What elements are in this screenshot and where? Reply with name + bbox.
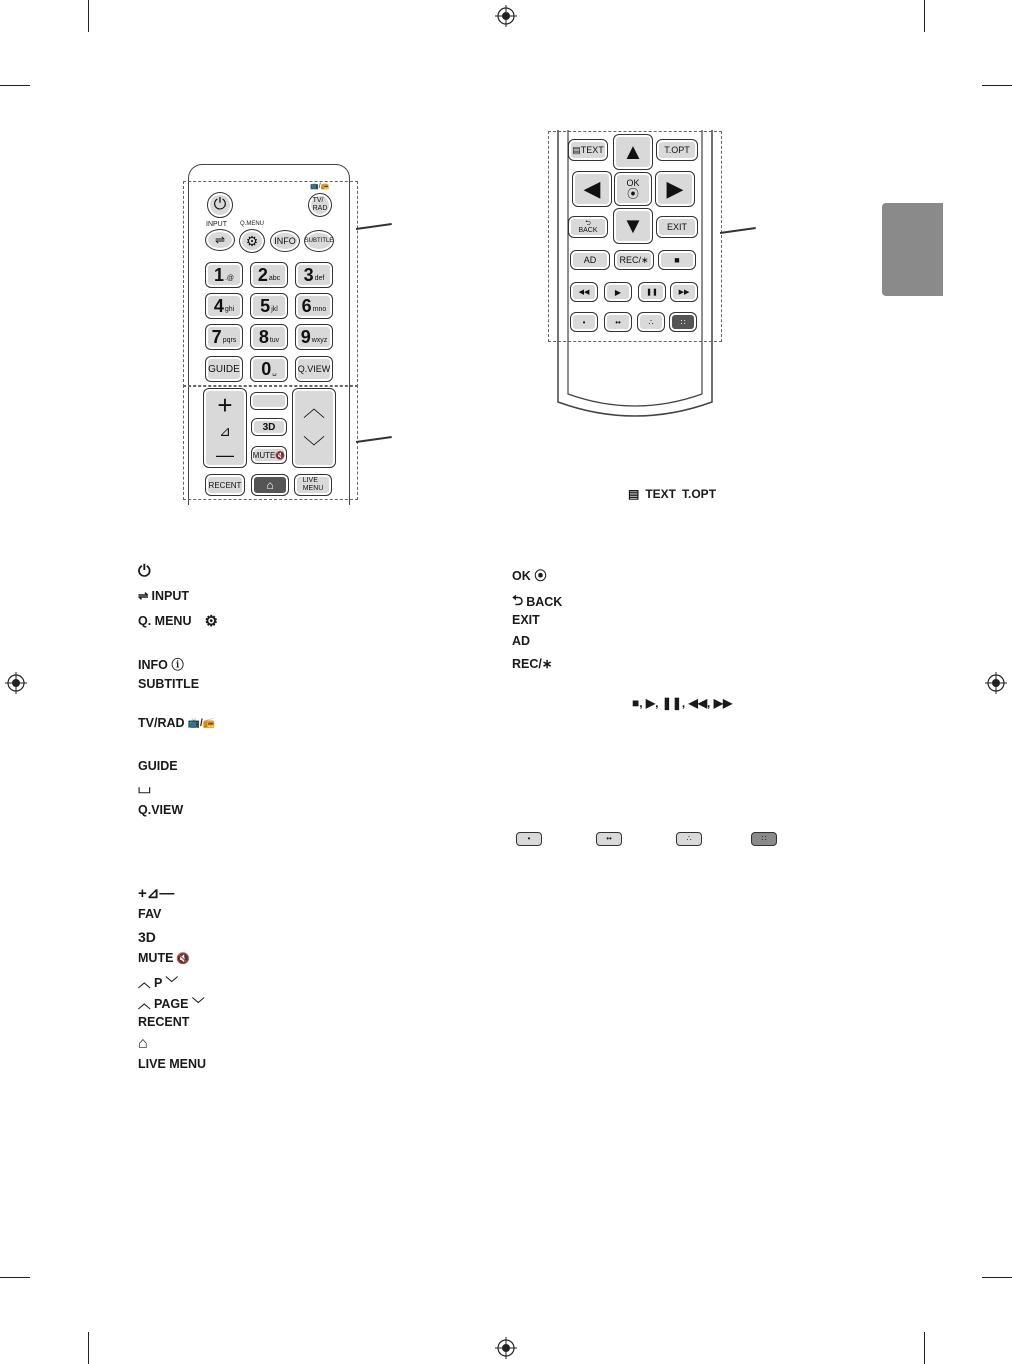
mute-icon: 🔇 — [176, 952, 191, 965]
up-arrow-button[interactable] — [613, 134, 653, 170]
guide-button[interactable]: GUIDE — [205, 356, 243, 382]
3d-button[interactable]: 3D — [251, 418, 287, 436]
key-playback: ■, ▶, ❚❚, ◀◀, ▶▶ — [632, 696, 733, 710]
num-button-0[interactable]: 0 ␣ — [250, 356, 288, 382]
key-info: INFO ⓘ — [138, 658, 184, 672]
key-volume: +⊿— — [138, 885, 175, 902]
ok-button[interactable]: OK ⦿ — [614, 172, 652, 206]
info-button[interactable]: INFO — [270, 230, 300, 252]
key-qmenu: Q. MENU ⚙ — [138, 613, 218, 630]
section-tab — [882, 203, 943, 296]
chevron-down-icon: ﹀ — [302, 434, 325, 460]
key-live-menu: LIVE MENU — [138, 1057, 207, 1071]
tv-rad-button[interactable]: TV/ RAD — [308, 193, 332, 217]
key-page: ︿ PAGE ﹀ — [138, 997, 205, 1011]
crop-mark — [0, 1277, 30, 1278]
back-button[interactable]: ⮌ BACK — [568, 216, 608, 238]
num-button-8[interactable]: 8 tuv — [250, 324, 288, 350]
program-rocker[interactable] — [292, 388, 336, 468]
text-button[interactable]: ▤ TEXT — [568, 139, 608, 161]
pause-icon: ❚❚ — [646, 289, 658, 296]
key-space: ⌴ — [138, 780, 151, 797]
back-icon: ⮌ — [512, 592, 524, 608]
key-rec: REC/∗ — [512, 657, 553, 671]
crop-mark — [982, 85, 1012, 86]
exit-button[interactable]: EXIT — [656, 216, 698, 238]
qview-button[interactable]: Q.VIEW — [295, 356, 333, 382]
color-key-2: •• — [596, 832, 622, 846]
key-ok: OK ⦿ — [512, 569, 547, 583]
green-color-button[interactable]: •• — [604, 312, 632, 332]
tv-rad-icon: 📺/📻 — [310, 183, 330, 190]
left-arrow-button[interactable] — [572, 171, 612, 207]
color-key-1: • — [516, 832, 542, 846]
callout-line — [720, 227, 756, 233]
gear-icon: ⚙ — [245, 232, 259, 249]
crop-mark — [982, 1277, 1012, 1278]
volume-down-icon: — — [216, 445, 234, 466]
chevron-up-icon: ︿ — [302, 395, 325, 421]
num-button-9[interactable]: 9 wxyz — [295, 324, 333, 350]
crop-mark — [0, 85, 30, 86]
arrow-right-icon: ▶ — [666, 176, 684, 201]
input-icon: ⇌ — [138, 589, 149, 603]
text-topt-caption: ▤ TEXT T.OPT — [628, 487, 717, 501]
num-button-6[interactable]: 6 mno — [295, 293, 333, 319]
num-button-7[interactable]: 7 pqrs — [205, 324, 243, 350]
num-button-3[interactable]: 3 def — [295, 262, 333, 288]
rewind-icon: ◀◀ — [578, 289, 590, 296]
key-home: ⌂ — [138, 1035, 148, 1052]
num-button-1[interactable]: 1 .@ — [205, 262, 243, 288]
teletext-icon: ▤ — [572, 144, 581, 155]
input-label: INPUT — [206, 221, 227, 228]
play-icon: ▶ — [614, 287, 622, 297]
stop-icon: ■ — [674, 255, 680, 265]
red-color-button[interactable]: • — [570, 312, 598, 332]
stop-button[interactable] — [658, 250, 696, 270]
power-button[interactable]: ⏻ — [207, 192, 233, 218]
live-menu-button[interactable]: LIVE MENU — [294, 474, 332, 496]
fav-button[interactable] — [250, 392, 288, 410]
crop-mark — [924, 1332, 925, 1364]
key-exit: EXIT — [512, 613, 540, 627]
fast-forward-icon: ▶▶ — [678, 289, 690, 296]
key-mute: MUTE 🔇 — [138, 951, 191, 965]
key-3d: 3D — [138, 929, 156, 945]
topt-button[interactable]: T.OPT — [656, 139, 698, 161]
registration-mark-icon — [495, 5, 517, 27]
input-button[interactable] — [205, 229, 235, 251]
blue-color-button[interactable]: ∷ — [669, 312, 697, 332]
num-button-2[interactable]: 2 abc — [250, 262, 288, 288]
key-tv-rad: TV/RAD 📺/📻 — [138, 716, 216, 730]
input-icon: ⇌ — [214, 233, 226, 247]
arrow-down-icon: ▼ — [622, 213, 644, 238]
yellow-color-button[interactable]: ∴ — [637, 312, 665, 332]
volume-rocker[interactable] — [203, 388, 247, 468]
arrow-up-icon: ▲ — [622, 139, 644, 164]
back-icon: ⮌ — [585, 220, 591, 227]
color-key-4: ∷ — [751, 832, 777, 846]
home-icon: ⌂ — [266, 478, 274, 492]
key-back: ⮌ BACK — [512, 590, 562, 614]
qmenu-button[interactable] — [239, 229, 265, 253]
fast-forward-button[interactable] — [670, 282, 698, 302]
callout-line — [356, 436, 392, 442]
registration-mark-icon — [495, 1337, 517, 1359]
key-recent: RECENT — [138, 1015, 190, 1029]
arrow-left-icon: ◀ — [583, 176, 601, 201]
registration-mark-icon — [5, 672, 27, 694]
tv-rad-icon: 📺/📻 — [187, 717, 216, 729]
qmenu-label: Q.MENU — [240, 221, 264, 227]
teletext-icon: ▤ — [628, 487, 640, 501]
volume-up-icon: + — [217, 389, 233, 420]
right-arrow-button[interactable] — [655, 171, 695, 207]
key-ad: AD — [512, 634, 531, 648]
callout-line — [356, 223, 392, 229]
key-subtitle: SUBTITLE — [138, 677, 200, 691]
crop-mark — [88, 1332, 89, 1364]
registration-mark-icon — [985, 672, 1007, 694]
key-fav: FAV — [138, 907, 162, 921]
key-power: ⏻ — [138, 563, 151, 580]
key-qview: Q.VIEW — [138, 803, 184, 817]
key-guide: GUIDE — [138, 759, 178, 773]
crop-mark — [924, 0, 925, 32]
key-program: ︿ P ﹀ — [138, 976, 179, 990]
recent-button[interactable]: RECENT — [205, 474, 245, 496]
subtitle-button[interactable]: SUBTITLE — [304, 230, 334, 252]
down-arrow-button[interactable] — [613, 208, 653, 244]
key-input: ⇌ INPUT — [138, 588, 189, 603]
rec-button[interactable]: REC/∗ — [614, 250, 654, 270]
home-button[interactable] — [251, 474, 289, 496]
volume-icon: ⊿ — [219, 423, 231, 440]
ok-icon: ⦿ — [626, 186, 639, 201]
color-key-3: ∴ — [676, 832, 702, 846]
pause-button[interactable] — [638, 282, 666, 302]
play-button[interactable] — [604, 282, 632, 302]
crop-mark — [88, 0, 89, 32]
gear-icon: ⚙ — [204, 613, 218, 630]
ad-button[interactable]: AD — [570, 250, 610, 270]
mute-button[interactable]: MUTE 🔇 — [251, 446, 287, 464]
num-button-4[interactable]: 4 ghi — [205, 293, 243, 319]
num-button-5[interactable]: 5 jkl — [250, 293, 288, 319]
rewind-button[interactable] — [570, 282, 598, 302]
mute-icon: 🔇 — [275, 450, 286, 460]
